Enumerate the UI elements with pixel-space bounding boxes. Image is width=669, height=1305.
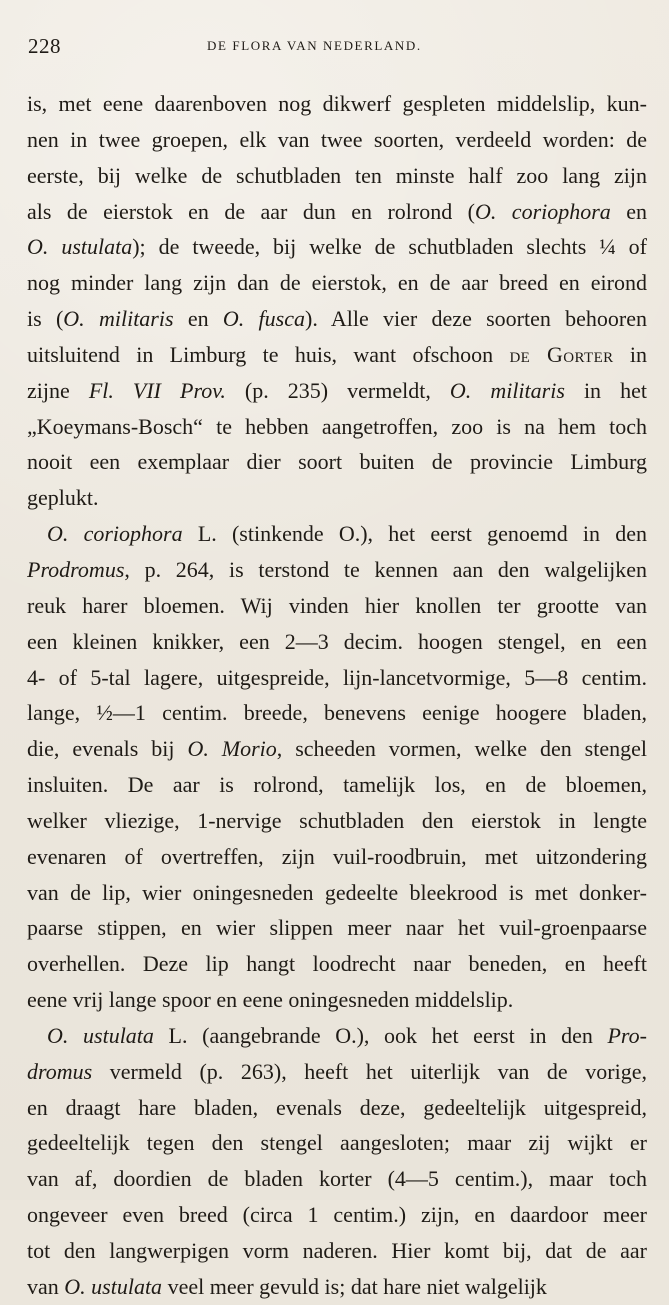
text-line xyxy=(27,1054,647,1090)
text-line xyxy=(27,1125,647,1161)
text-line xyxy=(27,767,647,803)
italic-text: O. fusca xyxy=(222,306,305,332)
text-run: in het xyxy=(564,377,647,403)
text-run: als de eierstok en de aar dun en rolrond ( xyxy=(27,198,475,224)
text-line xyxy=(27,158,647,194)
text-run: eene vrij lange spoor en eene oningesneden middelslip. xyxy=(27,987,514,1013)
text-line xyxy=(27,875,647,911)
text-line xyxy=(27,624,647,660)
text-run: 4- of 5-tal lagere, uitgespreide, lijn-lancetvormige, 5—8 centim. xyxy=(27,664,647,690)
text-run: „Koeymans-Bosch“ te hebben aangetroffen, zoo is na hem toch xyxy=(27,413,647,439)
text-run: evenaren of overtreffen, zijn vuil-roodbruin, met uitzondering xyxy=(27,843,647,869)
text-run: is, met eene daarenboven nog dikwerf gespleten middelslip, kun- xyxy=(27,91,647,116)
italic-text: O. ustulata xyxy=(64,1273,163,1299)
text-run: insluiten. De aar is rolrond, tamelijk los, en de bloemen, xyxy=(27,772,647,798)
text-run: reuk harer bloemen. Wij vinden hier knollen ter grootte van xyxy=(27,592,647,618)
text-line xyxy=(27,1018,647,1054)
text-line xyxy=(27,660,647,696)
text-line xyxy=(27,265,647,301)
text-line xyxy=(27,1197,647,1233)
text-line xyxy=(27,588,647,624)
italic-text: Fl. VII Prov. xyxy=(88,377,226,403)
text-run: L. (aangebrande O.), ook het eerst in den xyxy=(153,1022,608,1048)
text-run: tot den langwerpigen vorm naderen. Hier komt bij, dat de aar xyxy=(27,1238,647,1263)
text-line xyxy=(27,552,647,588)
text-run: gedeeltelijk tegen den stengel aangesloten; maar zij wijkt er xyxy=(27,1130,647,1156)
text-run: welker vliezige, 1-nervige schutbladen den eierstok in lengte xyxy=(27,807,647,833)
text-run: vermeld (p. 263), heeft het uiterlijk van de vorige, xyxy=(92,1058,647,1084)
text-run: lange, ½—1 centim. breede, benevens eenige hoogere bladen, xyxy=(27,700,647,726)
text-line xyxy=(27,1090,647,1126)
text-run: paarse stippen, en wier slippen meer naar het vuil-groenpaarse xyxy=(27,915,647,941)
body-text xyxy=(27,86,647,1305)
text-run: en draagt hare bladen, evenals deze, gedeeltelijk uitgespreid, xyxy=(27,1094,647,1120)
text-run: nog minder lang zijn dan de eierstok, en de aar breed en eirond xyxy=(27,270,647,296)
running-title: DE FLORA VAN NEDERLAND. xyxy=(207,38,422,53)
italic-text: O. militaris xyxy=(63,306,174,332)
page-number: 228 xyxy=(28,34,61,58)
text-run: L. (stinkende O.), het eerst genoemd in den xyxy=(182,521,647,547)
text-run: nooit een exemplaar dier soort buiten de provincie Limburg xyxy=(27,449,647,475)
text-line xyxy=(27,301,647,337)
text-run: ongeveer even breed (circa 1 centim.) zijn, en daardoor meer xyxy=(27,1202,647,1228)
text-line xyxy=(27,1161,647,1197)
text-run: is ( xyxy=(27,306,64,332)
italic-text: Pro- xyxy=(607,1022,647,1048)
text-line xyxy=(27,695,647,731)
text-line xyxy=(27,1233,647,1269)
text-line xyxy=(27,194,647,230)
page-header xyxy=(28,34,641,62)
text-line xyxy=(27,409,647,445)
text-run: , p. 264, is terstond te kennen aan den walgelijken xyxy=(124,556,647,582)
text-line xyxy=(27,910,647,946)
text-run: van de lip, wier oningesneden gedeelte bleekrood is met donker- xyxy=(27,879,647,905)
italic-text: O. ustulata xyxy=(27,234,133,260)
italic-text: O. coriophora xyxy=(474,198,611,224)
text-line xyxy=(27,122,647,158)
text-run: ); de tweede, bij welke de schutbladen slechts ¼ of xyxy=(132,234,647,260)
italic-text: O. ustulata xyxy=(47,1022,154,1048)
text-line xyxy=(27,229,647,265)
text-line xyxy=(27,946,647,982)
text-run: ). Alle vier deze soorten behooren xyxy=(305,306,647,332)
text-run: een kleinen knikker, een 2—3 decim. hoogen stengel, en een xyxy=(27,628,647,654)
text-line xyxy=(27,516,647,552)
text-run: overhellen. Deze lip hangt loodrecht naar beneden, en heeft xyxy=(27,951,647,977)
text-line xyxy=(27,982,647,1018)
text-run: uitsluitend in Limburg te huis, want ofschoon xyxy=(27,341,510,367)
text-line xyxy=(27,480,647,516)
text-run: en xyxy=(610,198,647,224)
text-run: die, evenals bij xyxy=(27,736,188,762)
text-line xyxy=(27,839,647,875)
text-line xyxy=(27,373,647,409)
text-line xyxy=(27,1269,647,1305)
text-run: nen in twee groepen, elk van twee soorten, verdeeld worden: de xyxy=(27,126,647,152)
text-run: en xyxy=(173,306,223,332)
italic-text: dromus xyxy=(27,1058,93,1084)
text-line xyxy=(27,86,647,122)
text-run: veel meer gevuld is; dat hare niet walgelijk xyxy=(162,1273,547,1299)
small-caps-text: de Gorter xyxy=(509,341,614,367)
text-run: (p. 235) vermeldt, xyxy=(225,377,450,403)
text-line xyxy=(27,444,647,480)
italic-text: O. militaris xyxy=(449,377,565,403)
text-line xyxy=(27,803,647,839)
text-run: van xyxy=(27,1273,65,1299)
text-run: zijne xyxy=(27,377,89,403)
text-line xyxy=(27,337,647,373)
italic-text: Prodromus xyxy=(27,556,125,582)
text-run: van af, doordien de bladen korter (4—5 centim.), maar toch xyxy=(27,1166,647,1192)
text-run: in xyxy=(613,341,647,367)
text-line xyxy=(27,731,647,767)
text-run: , scheeden vormen, welke den stengel xyxy=(276,736,647,762)
text-run: eerste, bij welke de schutbladen ten minste half zoo lang zijn xyxy=(27,162,647,188)
italic-text: O. coriophora xyxy=(47,521,183,547)
italic-text: O. Morio xyxy=(187,736,277,762)
text-run: geplukt. xyxy=(27,485,99,511)
